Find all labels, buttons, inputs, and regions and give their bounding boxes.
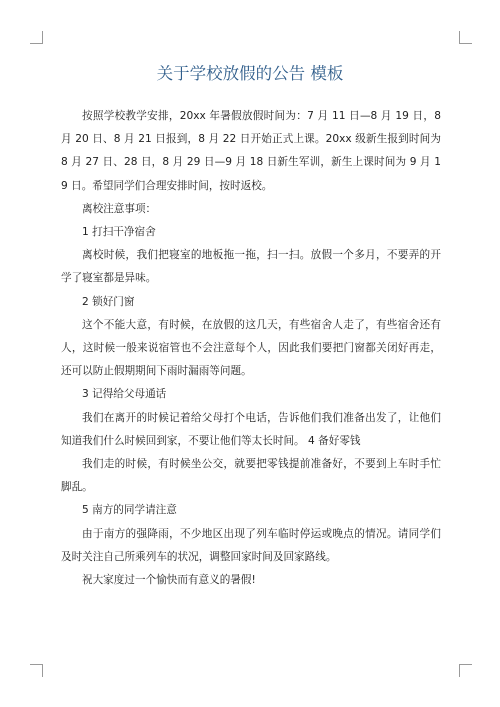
paragraph-section-5: 由于南方的强降雨，不少地区出现了列车临时停运或晚点的情况。请同学们及时关注自己所乘列车的状况，调整回家时间及回家路线。 [61, 527, 441, 563]
crop-mark-bottom-left [30, 664, 43, 677]
section-heading-1: 1 打扫干净宿舍 [82, 226, 156, 239]
paragraph-section-2: 这个不能大意，有时候，在放假的这几天，有些宿舍人走了，有些宿舍还有人，这时候一般来说宿管也不会注意每个人，因此我们要把门窗都关闭好再走，还可以防止假期期间下雨时漏雨等问题。 [61, 318, 441, 378]
paragraph-section-3: 我们在离开的时候记着给父母打个电话，告诉他们我们准备出发了，让他们知道我们什么时候回到家，不要让他们等太长时间。 4 备好零钱 [61, 411, 441, 447]
document-body [61, 105, 441, 592]
document-title: 关于学校放假的公告 模板 [156, 64, 344, 83]
crop-mark-bottom-right [459, 664, 472, 677]
crop-mark-top-right [459, 31, 472, 44]
paragraph-intro: 按照学校教学安排，20xx 年暑假放假时间为：7 月 11 日—8 月 19 日，8 月 20 日、8 月 21 日报到，8 月 22 日开始正式上课。20xx 级新生报到时间为 8 月 27 日、28 日，8 月 29 日—9 月 18 日新生军训，新生上课时间为 9 月 19 日。希望同学们合理安排时间，按时返校。 [61, 110, 441, 192]
paragraph-closing: 祝大家度过一个愉快而有意义的暑假! [82, 574, 256, 587]
paragraph-notice-heading: 离校注意事项： [82, 202, 157, 215]
section-heading-5: 5 南方的同学请注意 [82, 504, 177, 517]
section-heading-2: 2 锁好门窗 [82, 295, 135, 308]
paragraph-section-4: 我们走的时候，有时候坐公交，就要把零钱提前准备好，不要到上车时手忙脚乱。 [61, 458, 441, 494]
crop-mark-top-left [30, 31, 43, 44]
paragraph-section-1: 离校时候，我们把寝室的地板拖一拖，扫一扫。放假一个多月，不要弄的开学了寝室都是异味。 [61, 249, 441, 285]
section-heading-3: 3 记得给父母通话 [82, 388, 167, 401]
